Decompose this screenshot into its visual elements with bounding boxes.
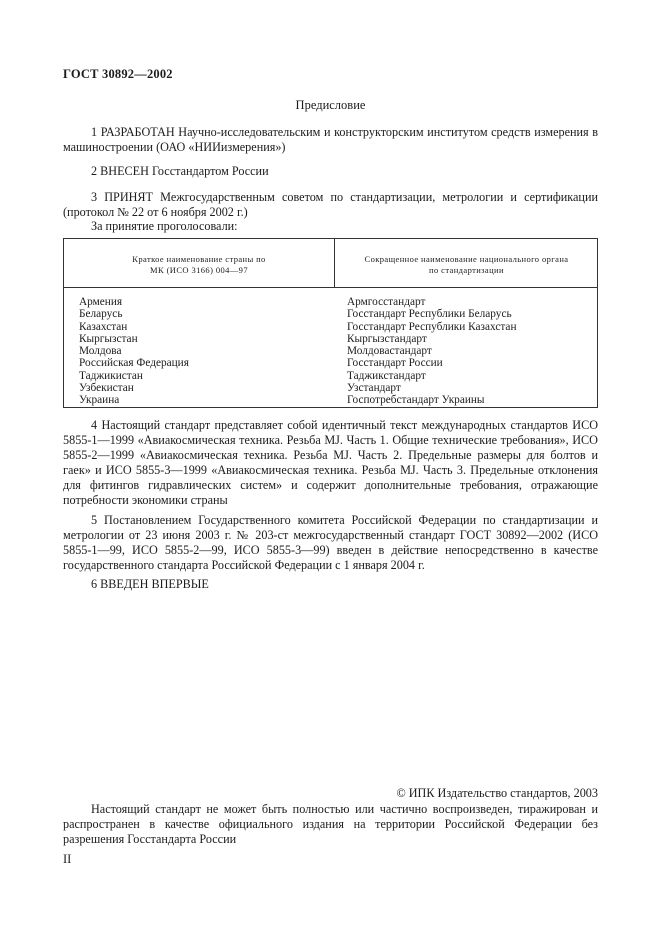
page-title: Предисловие — [295, 98, 366, 112]
table-cell-country: Молдова — [79, 345, 122, 358]
table-header-divider — [334, 239, 335, 287]
paragraph-adopted-by: 3 ПРИНЯТ Межгосударственным советом по стандартизации, метрологии и сертификации (протокол № 22 от 6 ноября 2002 г.) — [63, 190, 598, 219]
reproduction-notice: Настоящий стандарт не может быть полностью или частично воспроизведен, тиражирован и распространен в качестве официального издания на территории Российской Федерации без разрешения Госстандарта России — [63, 802, 598, 846]
paragraph-resolution: 5 Постановлением Государственного комитета Российской Федерации по стандартизации и метрологии от 23 июня 2003 г. № 203-ст межгосударственный стандарт ГОСТ 30892—2002 (ИСО 5855-1—99, ИСО 5855-2—99, ИСО 5855-3—99) введен в действие непосредственно в качестве государственного стандарта Российской Федерации с 1 января 2004 г. — [63, 513, 598, 572]
table-header-country-line1: Краткое наименование страны по — [132, 254, 266, 264]
table-cell-country: Армения — [79, 296, 123, 308]
table-header-country-line2: МК (ИСО 3166) 004—97 — [150, 265, 248, 275]
table-cell-body: Госстандарт Республики Казахстан — [347, 320, 517, 333]
voted-for-label: За принятие проголосовали: — [91, 219, 238, 233]
table-cell-body: Молдовастандарт — [347, 345, 432, 358]
table-header-body-line2: по стандартизации — [429, 265, 504, 275]
paragraph-identical-text: 4 Настоящий стандарт представляет собой идентичный текст международных стандартов ИСО 5855-1—1999 «Авиакосмическая техника. Резьба MJ. Часть 1. Общие технические требования», ИСО 5855-2—1999 «Авиакосмическая техника. Резьба MJ. Часть 2. Предельные размеры для болтов и гаек» и ИСО 5855-3—1999 «Авиакосмическая техника. Резьба MJ. Часть 3. Предельные отклонения для фитингов гидравлических систем» и содержит дополнительные требования, отражающие потребности экономики страны — [63, 418, 598, 507]
page-number: II — [63, 852, 72, 866]
table-cell-body: Узстандарт — [347, 382, 401, 395]
table-header-rule — [64, 287, 597, 288]
table-header-country — [84, 254, 314, 276]
standard-code-header: ГОСТ 30892—2002 — [63, 67, 173, 81]
paragraph-introduced-first-time: 6 ВВЕДЕН ВПЕРВЫЕ — [91, 577, 209, 591]
table-header-body-line1: Сокращенное наименование национального органа — [364, 254, 569, 264]
voting-countries-table — [63, 238, 598, 408]
table-cell-country: Узбекистан — [79, 382, 134, 395]
copyright-line: © ИПК Издательство стандартов, 2003 — [396, 786, 598, 800]
standards-body-column — [347, 296, 517, 407]
paragraph-developed-by: 1 РАЗРАБОТАН Научно-исследовательским и конструкторским институтом средств измерения в машиностроении (ОАО «НИИизмерения») — [63, 125, 598, 154]
table-cell-body: Армгосстандарт — [347, 296, 426, 308]
table-cell-body: Госстандарт Республики Беларусь — [347, 308, 512, 321]
table-cell-country: Кыргызстан — [79, 332, 138, 345]
table-cell-body: Таджикстандарт — [347, 369, 426, 382]
country-column — [79, 296, 189, 407]
table-header-body — [344, 254, 589, 276]
table-cell-body: Госстандарт России — [347, 357, 443, 370]
table-cell-country: Казахстан — [79, 320, 128, 333]
table-cell-body: Кыргызстандарт — [347, 332, 427, 345]
table-cell-country: Таджикистан — [79, 369, 143, 382]
table-cell-country: Украина — [79, 394, 120, 407]
paragraph-introduced-by: 2 ВНЕСЕН Госстандартом России — [91, 164, 269, 178]
table-cell-country: Российская Федерация — [79, 357, 189, 370]
table-cell-body: Госпотребстандарт Украины — [347, 394, 485, 407]
table-cell-country: Беларусь — [79, 308, 123, 321]
